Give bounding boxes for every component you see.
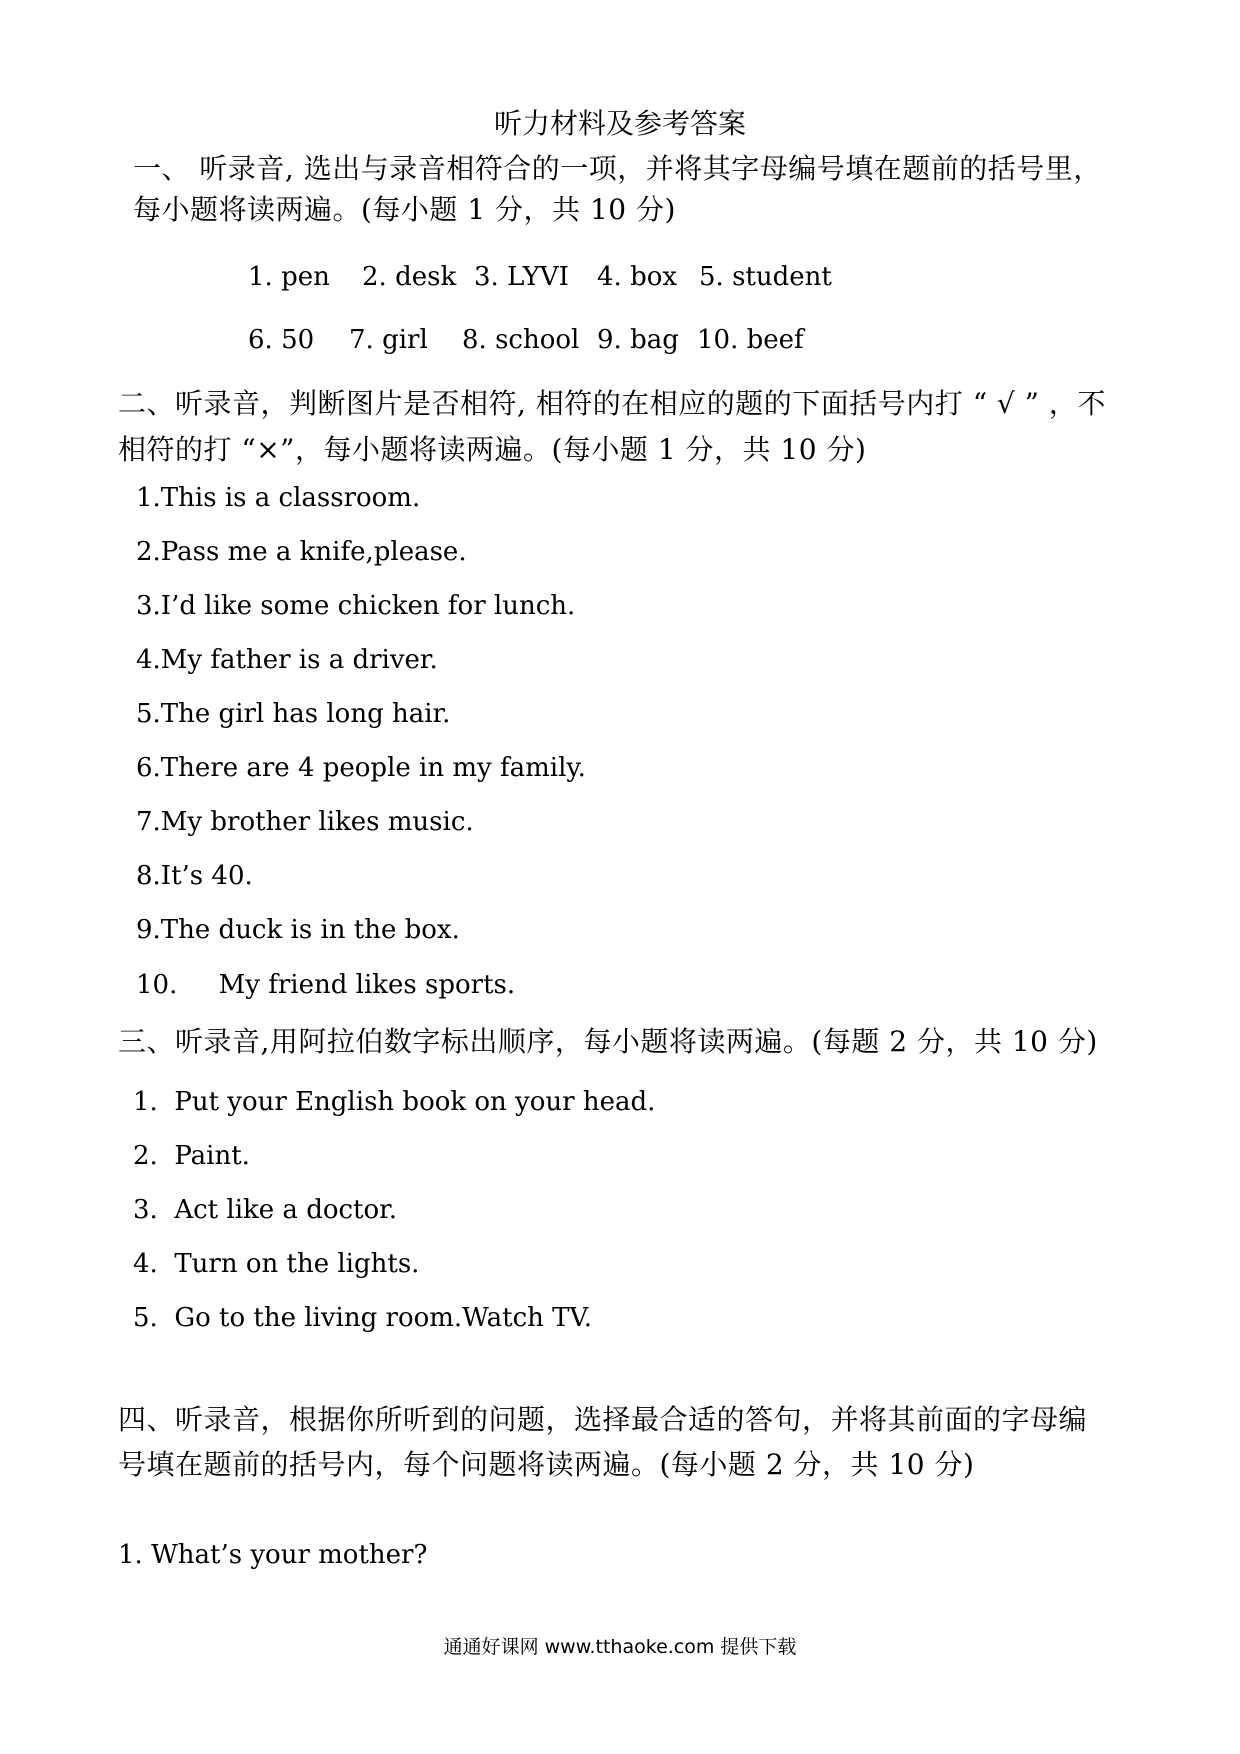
page-title: 听力材料及参考答案	[493, 107, 746, 140]
section1-word: 1. pen	[248, 262, 330, 292]
section1-heading-line1: 一、 听录音, 选出与录音相符合的一项，并将其字母编号填在题前的括号里，	[133, 152, 1102, 185]
section2-item: 3.I’d like some chicken for lunch.	[136, 591, 576, 621]
section4-item: 1. What’s your mother?	[118, 1540, 428, 1570]
section2-item: 1.This is a classroom.	[136, 483, 421, 513]
section3-item: 5. Go to the living room.Watch TV.	[133, 1303, 592, 1333]
section1-word: 8. school	[462, 325, 580, 355]
section1-word: 5. student	[699, 262, 832, 292]
section2-item: 7.My brother likes music.	[136, 807, 474, 837]
section2-item: 5.The girl has long hair.	[136, 699, 451, 729]
section1-word: 3. LYVI	[474, 262, 569, 292]
section1-word: 2. desk	[362, 262, 457, 292]
section1-word: 6. 50	[248, 325, 315, 355]
section1-heading-line2: 每小题将读两遍。(每小题 1 分，共 10 分)	[133, 193, 676, 226]
section2-item: 6.There are 4 people in my family.	[136, 753, 586, 783]
section2-item: 8.It’s 40.	[136, 861, 253, 891]
section3-heading: 三、听录音,用阿拉伯数字标出顺序，每小题将读两遍。(每题 2 分，共 10 分)	[118, 1025, 1098, 1058]
section2-heading-line2: 相符的打 “×”，每小题将读两遍。(每小题 1 分，共 10 分)	[118, 433, 867, 466]
section2-item: 2.Pass me a knife,please.	[136, 537, 467, 567]
section1-word: 10. beef	[697, 325, 804, 355]
section4-heading-line1: 四、听录音，根据你所听到的问题，选择最合适的答句，并将其前面的字母编	[118, 1403, 1088, 1436]
section3-item: 1. Put your English book on your head.	[133, 1087, 656, 1117]
section1-word: 4. box	[597, 262, 678, 292]
section2-heading-line1: 二、听录音，判断图片是否相符, 相符的在相应的题的下面括号内打 “ √ ” ，不	[118, 387, 1106, 420]
section3-item: 2. Paint.	[133, 1141, 250, 1171]
section3-item: 3. Act like a doctor.	[133, 1195, 397, 1225]
section2-item: 10. My friend likes sports.	[136, 970, 516, 1000]
section1-word: 7. girl	[349, 325, 428, 355]
section4-heading-line2: 号填在题前的括号内，每个问题将读两遍。(每小题 2 分，共 10 分)	[118, 1448, 975, 1481]
footer-source: 通通好课网 www.tthaoke.com 提供下载	[443, 1636, 797, 1658]
section1-word: 9. bag	[597, 325, 679, 355]
section3-item: 4. Turn on the lights.	[133, 1249, 420, 1279]
section2-item: 4.My father is a driver.	[136, 645, 438, 675]
section2-item: 9.The duck is in the box.	[136, 915, 460, 945]
